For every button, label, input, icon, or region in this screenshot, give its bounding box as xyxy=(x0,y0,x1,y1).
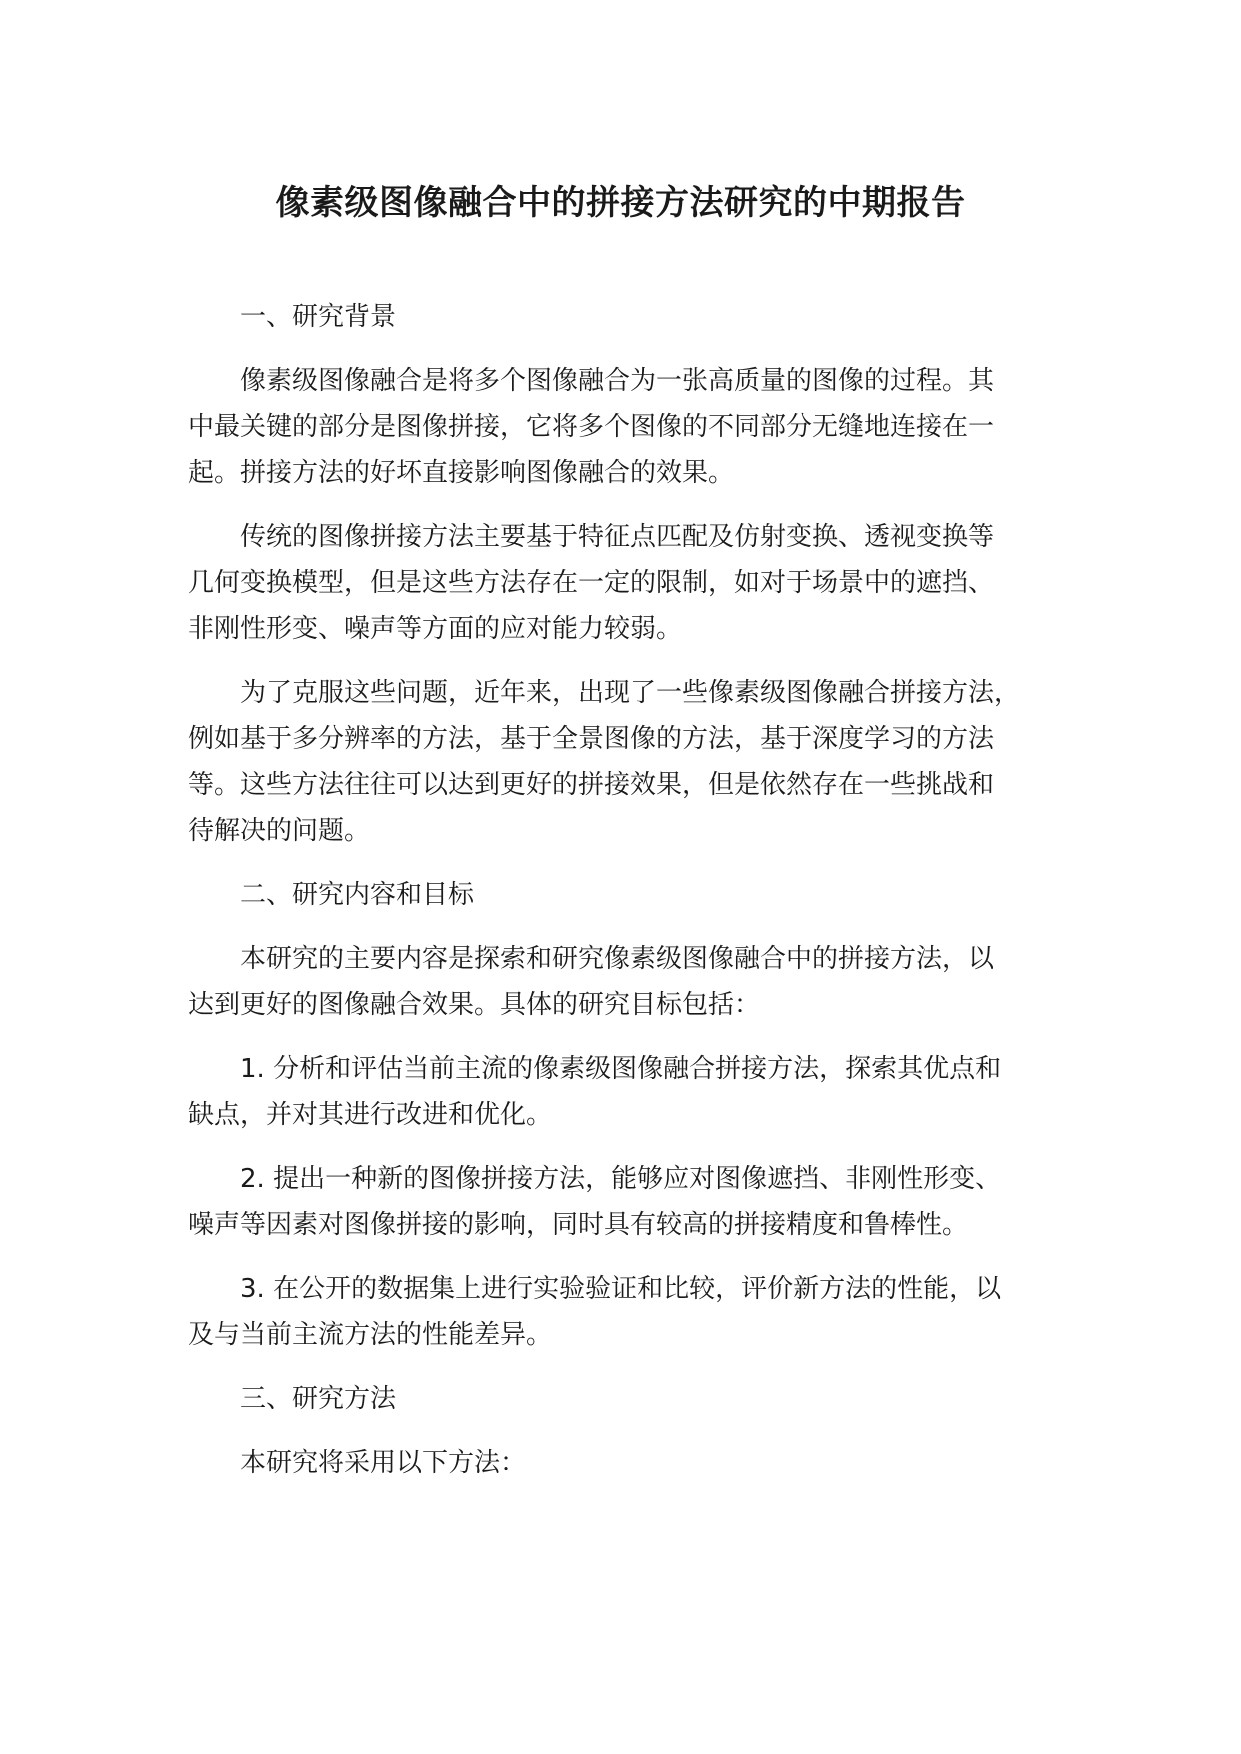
text-line: 例如基于多分辨率的方法，基于全景图像的方法，基于深度学习的方法 xyxy=(188,724,995,754)
paragraph-content-intro xyxy=(188,936,1068,1028)
paragraph-background-1 xyxy=(188,358,1068,496)
section-heading-background xyxy=(188,294,1068,340)
paragraph-goal-3 xyxy=(188,1266,1068,1358)
text-line: 非刚性形变、噪声等方面的应对能力较弱。 xyxy=(188,614,683,644)
paragraph-methods-intro xyxy=(188,1440,1068,1486)
text-line: 像素级图像融合是将多个图像融合为一张高质量的图像的过程。其 xyxy=(240,366,995,396)
text-line: 2. 提出一种新的图像拼接方法，能够应对图像遮挡、非刚性形变、 xyxy=(240,1164,1002,1194)
paragraph-background-3 xyxy=(188,670,1068,854)
document-title: 像素级图像融合中的拼接方法研究的中期报告 xyxy=(275,183,966,223)
text-line: 起。拼接方法的好坏直接影响图像融合的效果。 xyxy=(188,458,735,488)
document-body xyxy=(188,294,1068,1504)
text-line: 传统的图像拼接方法主要基于特征点匹配及仿射变换、透视变换等 xyxy=(240,522,995,552)
text-line: 及与当前主流方法的性能差异。 xyxy=(188,1320,553,1350)
paragraph-background-2 xyxy=(188,514,1068,652)
text-line: 一、研究背景 xyxy=(240,302,397,332)
paragraph-goal-1 xyxy=(188,1046,1068,1138)
text-line: 二、研究内容和目标 xyxy=(240,880,475,910)
paragraph-goal-2 xyxy=(188,1156,1068,1248)
text-line: 中最关键的部分是图像拼接，它将多个图像的不同部分无缝地连接在一 xyxy=(188,412,995,442)
text-line: 1. 分析和评估当前主流的像素级图像融合拼接方法，探索其优点和 xyxy=(240,1054,1002,1084)
text-line: 本研究的主要内容是探索和研究像素级图像融合中的拼接方法，以 xyxy=(240,944,995,974)
section-heading-methods xyxy=(188,1376,1068,1422)
text-line: 等。这些方法往往可以达到更好的拼接效果，但是依然存在一些挑战和 xyxy=(188,770,995,800)
text-line: 噪声等因素对图像拼接的影响，同时具有较高的拼接精度和鲁棒性。 xyxy=(188,1210,969,1240)
text-line: 缺点，并对其进行改进和优化。 xyxy=(188,1100,553,1130)
text-line: 达到更好的图像融合效果。具体的研究目标包括： xyxy=(188,990,761,1020)
text-line: 几何变换模型，但是这些方法存在一定的限制，如对于场景中的遮挡、 xyxy=(188,568,995,598)
text-line: 本研究将采用以下方法： xyxy=(240,1448,527,1478)
text-line: 待解决的问题。 xyxy=(188,816,371,846)
section-heading-content-goals xyxy=(188,872,1068,918)
text-line: 为了克服这些问题，近年来，出现了一些像素级图像融合拼接方法， xyxy=(240,678,1021,708)
text-line: 三、研究方法 xyxy=(240,1384,397,1414)
text-line: 3. 在公开的数据集上进行实验验证和比较，评价新方法的性能，以 xyxy=(240,1274,1002,1304)
